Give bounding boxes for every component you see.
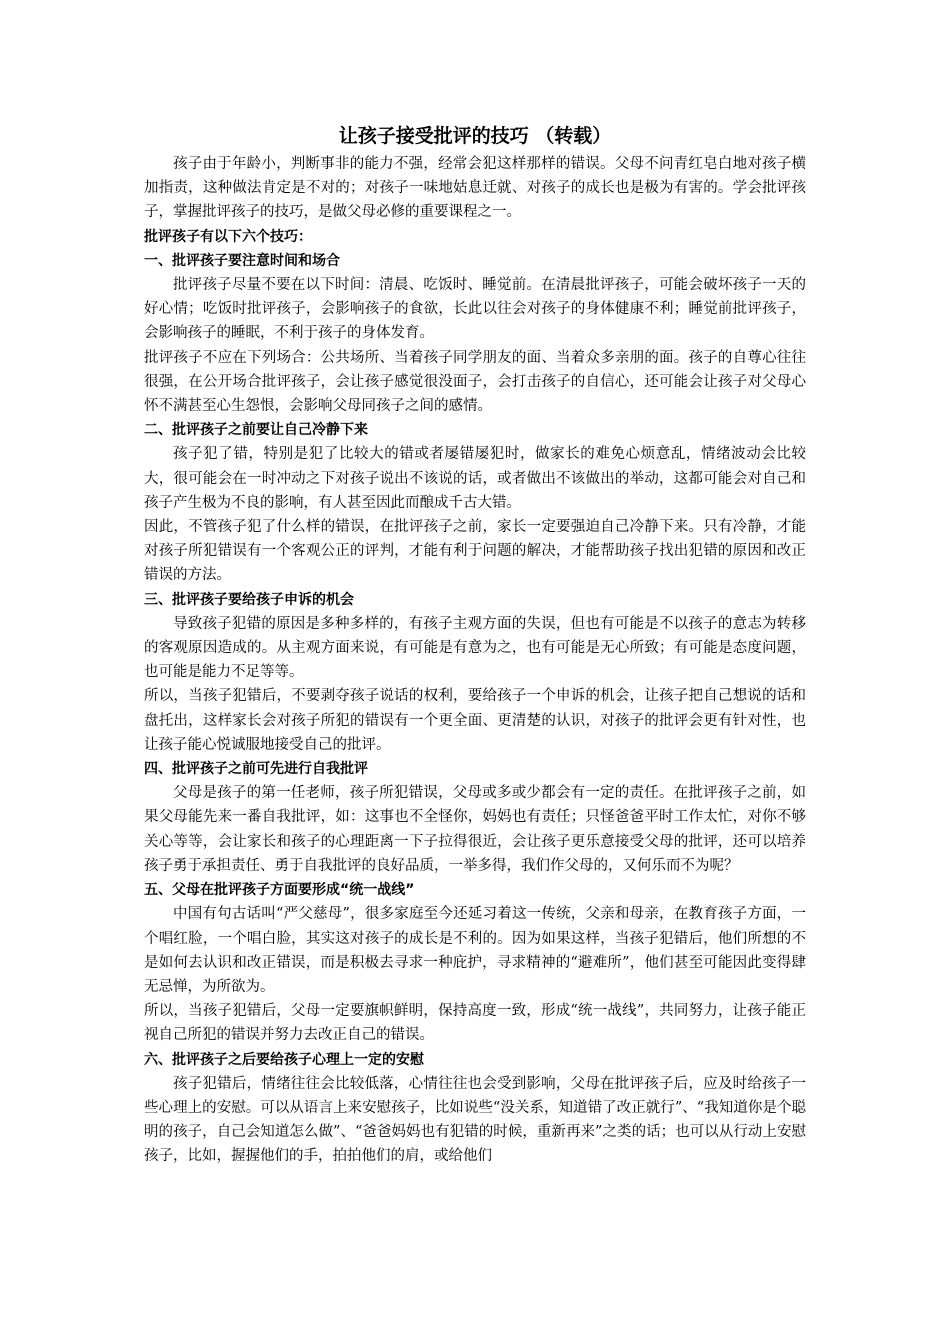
body-paragraph: 孩子犯了错，特别是犯了比较大的错或者屡错屡犯时，做家长的难免心烦意乱，情绪波动会比较大，很可能会在一时冲动之下对孩子说出不该说的话，或者做出不该做出的举动，这都可能会对自己和孩子产生极为不良的影响，有人甚至因此而酿成千古大错。: [144, 446, 806, 511]
body-paragraph: 孩子犯错后，情绪往往会比较低落，心情往往也会受到影响，父母在批评孩子后，应及时给孩子一些心理上的安慰。可以从语言上来安慰孩子，比如说些“没关系，知道错了改正就行”、“我知道你是个聪明的孩子，自己会知道怎么做”、“爸爸妈妈也有犯错的时候，重新再来”之类的话；也可以从行动上安慰孩子，比如，握握他们的手，拍拍他们的肩，或给他们: [144, 1075, 806, 1165]
section-heading: 六、批评孩子之后要给孩子心理上一定的安慰: [144, 1051, 424, 1068]
document-title: 让孩子接受批评的技巧 （转载）: [338, 125, 612, 147]
body-paragraph: 所以，当孩子犯错后，不要剥夺孩子说话的权利，要给孩子一个申诉的机会，让孩子把自己想说的话和盘托出，这样家长会对孩子所犯的错误有一个更全面、更清楚的认识，对孩子的批评会更有针对性，也让孩子能心悦诚服地接受自己的批评。: [144, 688, 806, 753]
body-paragraph: 孩子由于年龄小，判断事非的能力不强，经常会犯这样那样的错误。父母不问青红皂白地对孩子横加指责，这种做法肯定是不对的；对孩子一味地姑息迁就、对孩子的成长也是极为有害的。学会批评孩子，掌握批评孩子的技巧，是做父母必修的重要课程之一。: [144, 156, 806, 221]
body-paragraph: 批评孩子不应在下列场合：公共场所、当着孩子同学朋友的面、当着众多亲朋的面。孩子的自尊心往往很强，在公开场合批评孩子，会让孩子感觉很没面子，会打击孩子的自信心，还可能会让孩子对父母心怀不满甚至心生怨恨，会影响父母同孩子之间的感情。: [144, 349, 806, 415]
section-heading: 三、批评孩子要给孩子申诉的机会: [144, 591, 354, 608]
section-heading: 二、批评孩子之前要让自己冷静下来: [144, 422, 368, 439]
body-paragraph: 所以，当孩子犯错后，父母一定要旗帜鲜明，保持高度一致，形成“统一战线”，共同努力，让孩子能正视自己所犯的错误并努力去改正自己的错误。: [144, 1003, 806, 1044]
body-paragraph: 父母是孩子的第一任老师，孩子所犯错误，父母或多或少都会有一定的责任。在批评孩子之前，如果父母能先来一番自我批评，如：这事也不全怪你，妈妈也有责任；只怪爸爸平时工作太忙，对你不够关心等等，会让家长和孩子的心理距离一下子拉得很近，会让孩子更乐意接受父母的批评，还可以培养孩子勇于承担责任、勇于自我批评的良好品质，一举多得，我们作父母的，又何乐而不为呢？: [144, 785, 806, 874]
body-paragraph: 批评孩子尽量不要在以下时间：清晨、吃饭时、睡觉前。在清晨批评孩子，可能会破坏孩子一天的好心情；吃饭时批评孩子，会影响孩子的食欲，长此以往会对孩子的身体健康不利；睡觉前批评孩子，会影响孩子的睡眠，不利于孩子的身体发育。: [144, 277, 806, 342]
document-body: [144, 152, 806, 1169]
section-heading: 五、父母在批评孩子方面要形成“统一战线”: [144, 882, 415, 899]
section-heading: 批评孩子有以下六个技巧：: [144, 228, 312, 245]
body-paragraph: 因此，不管孩子犯了什么样的错误，在批评孩子之前，家长一定要强迫自己冷静下来。只有冷静，才能对孩子所犯错误有一个客观公正的评判，才能有利于问题的解决，才能帮助孩子找出犯错的原因和改正错误的方法。: [144, 519, 806, 584]
section-heading: 四、批评孩子之前可先进行自我批评: [144, 761, 368, 778]
body-paragraph: 中国有句古话叫“严父慈母”，很多家庭至今还延习着这一传统，父亲和母亲，在教育孩子方面，一个唱红脸，一个唱白脸，其实这对孩子的成长是不利的。因为如果这样，当孩子犯错后，他们所想的不是如何去认识和改正错误，而是积极去寻求一种庇护，寻求精神的“避难所”，他们甚至可能因此变得肆无忌惮，为所欲为。: [144, 906, 806, 995]
body-paragraph: 导致孩子犯错的原因是多种多样的，有孩子主观方面的失误，但也有可能是不以孩子的意志为转移的客观原因造成的。从主观方面来说，有可能是有意为之，也有可能是无心所致；有可能是态度问题，也可能是能力不足等等。: [144, 615, 806, 681]
section-heading: 一、批评孩子要注意时间和场合: [144, 252, 340, 269]
